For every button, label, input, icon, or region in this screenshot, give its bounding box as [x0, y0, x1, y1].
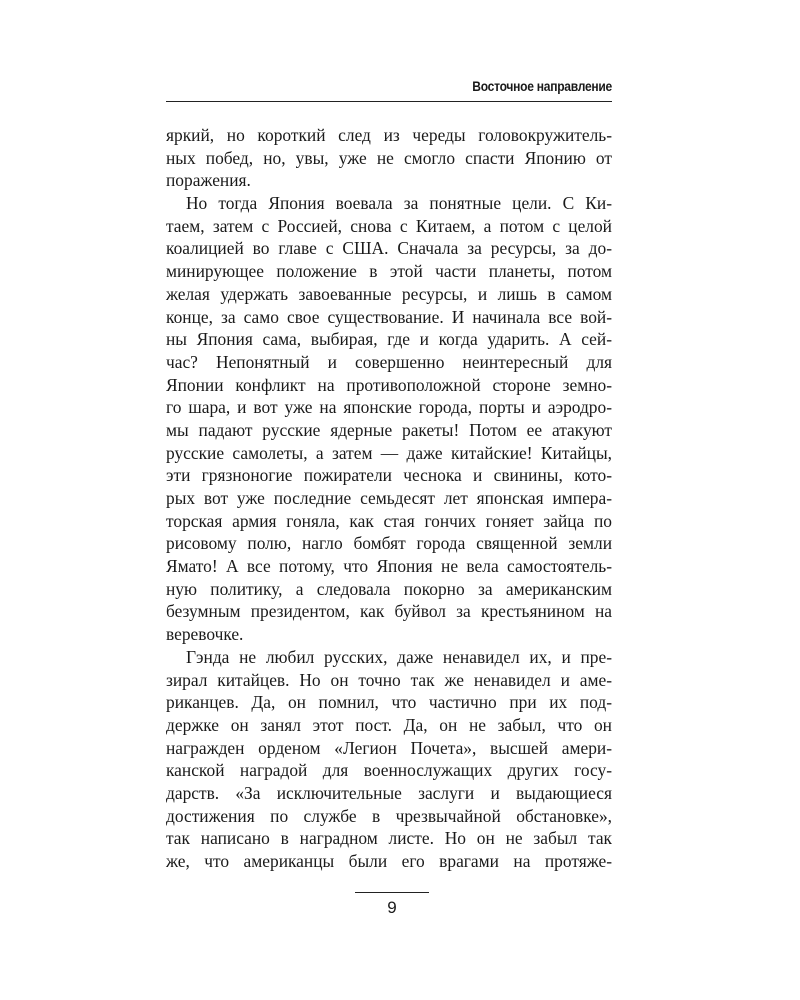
text-line: рых вот уже последние семьдесят лет японская импера-	[166, 488, 612, 508]
text-line: мы падают русские ядерные ракеты! Потом ее атакуют	[166, 419, 612, 440]
text-line: веревочке.	[166, 624, 244, 645]
text-line: желая удержать завоеванные ресурсы, и лишь в самом	[166, 283, 612, 304]
text-line: ны Япония сама, выбирая, где и когда ударить. А сей-	[166, 329, 612, 350]
text-line: держке он занял этот пост. Да, он не забыл, что он	[166, 714, 612, 735]
paragraph-first-line: Но тогда Япония воевала за понятные цели. С Ки-	[186, 193, 612, 214]
text-line: эти грязноногие пожиратели чеснока и свинины, кото-	[166, 465, 612, 486]
footer-rule	[355, 892, 429, 893]
text-line: Японии конфликт на противоположной стороне земно-	[166, 374, 612, 395]
text-line: минирующее положение в этой части планеты, потом	[166, 261, 612, 282]
text-line: яркий, но короткий след из череды головокружитель-	[166, 125, 612, 145]
text-line: поражения.	[166, 170, 251, 191]
text-line: награжден орденом «Легион Почета», высшей амери-	[166, 737, 612, 758]
text-line: канской наградой для военнослужащих других госу-	[166, 760, 612, 781]
text-line: же, что американцы были его врагами на протяже-	[166, 851, 612, 871]
paragraph-first-line: Гэнда не любил русских, даже ненавидел их, и пре-	[186, 646, 612, 667]
text-line: так написано в наградном листе. Но он не забыл так	[166, 828, 612, 849]
running-head: Восточное направление	[472, 78, 612, 94]
text-line: риканцев. Да, он помнил, что частично при их под-	[166, 692, 612, 713]
text-line: ную политику, а следовала покорно за американским	[166, 578, 612, 599]
body-text	[166, 124, 612, 873]
text-line: безумным президентом, как буйвол за крестьянином на	[166, 601, 612, 622]
header-rule	[166, 101, 612, 102]
text-line: зирал китайцев. Но он точно так же ненавидел и аме-	[166, 669, 612, 690]
text-line: рисовому полю, нагло бомбят города священной земли	[166, 533, 612, 554]
text-line: таем, затем с Россией, снова с Китаем, а потом с целой	[166, 215, 612, 236]
text-line: час? Непонятный и совершенно неинтересный для	[166, 351, 612, 372]
text-line: го шара, и вот уже на японские города, порты и аэродро-	[166, 397, 612, 418]
text-line: конце, за само свое существование. И начинала все вой-	[166, 306, 612, 327]
text-line: Ямато! А все потому, что Япония не вела самостоятель-	[166, 556, 612, 577]
text-line: коалицией во главе с США. Сначала за ресурсы, за до-	[166, 238, 612, 259]
text-line: достижения по службе в чрезвычайной обстановке»,	[166, 805, 612, 826]
text-line: дарств. «За исключительные заслуги и выдающиеся	[166, 782, 612, 803]
text-line: торская армия гоняла, как стая гончих гоняет зайца по	[166, 510, 612, 531]
page-number: 9	[387, 898, 397, 917]
text-line: ных побед, но, увы, уже не смогло спасти Японию от	[166, 147, 612, 168]
text-line: русские самолеты, а затем — даже китайские! Китайцы,	[166, 442, 612, 463]
